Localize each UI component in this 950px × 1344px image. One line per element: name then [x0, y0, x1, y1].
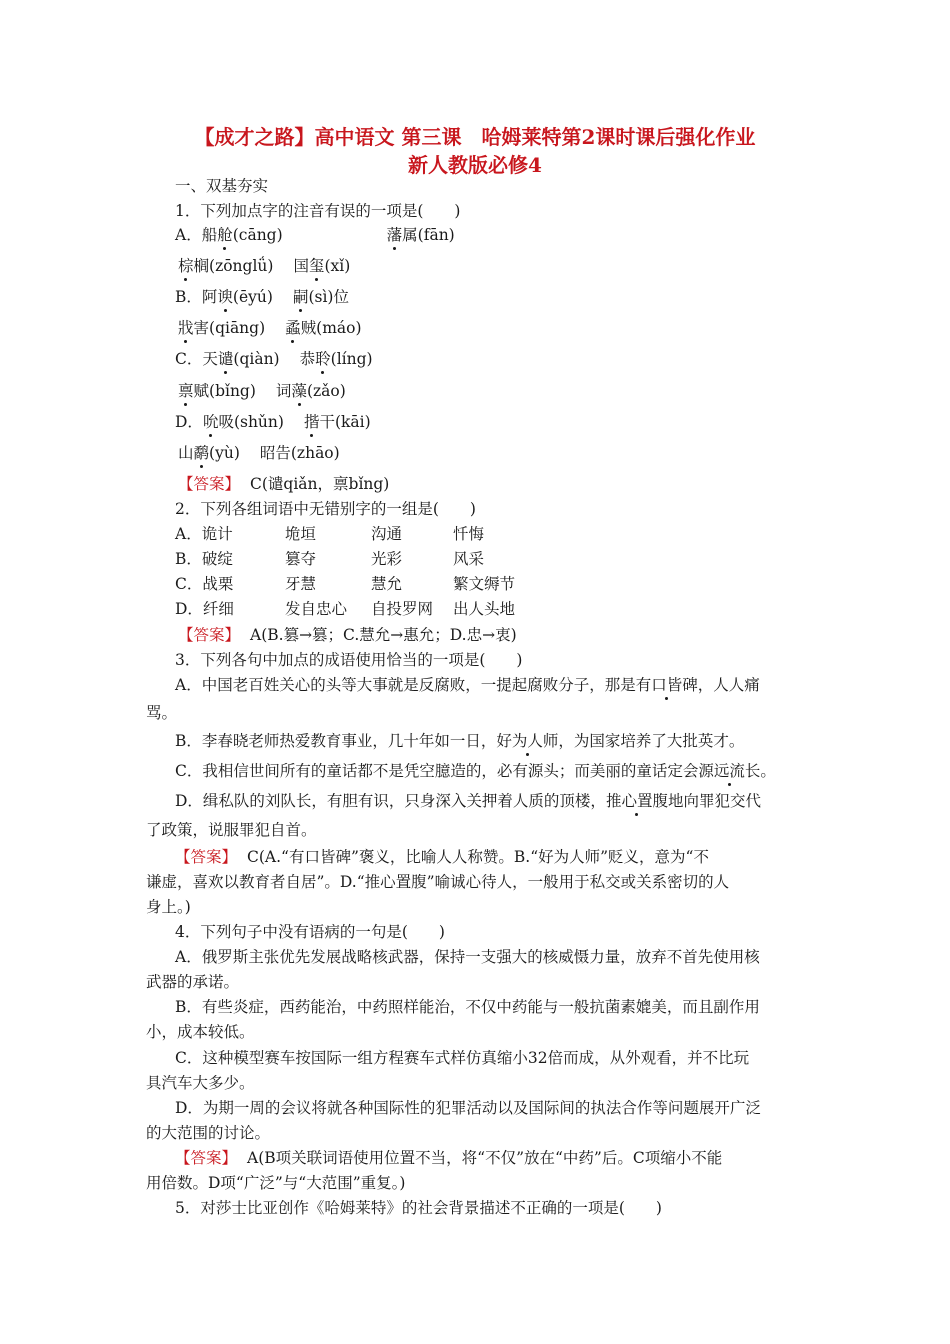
- q2-word: B．破绽: [175, 550, 233, 568]
- dotted-idiom: 好为人师: [496, 732, 559, 750]
- q4-option-a: A．俄罗斯主张优先发展战略核武器，保持一支强大的核威慑力量，放弃不首先使用核: [175, 948, 760, 966]
- q3-answer-line3: 身上。): [146, 898, 191, 916]
- q2-word: 篡夺: [285, 550, 317, 568]
- dotted-char: 嗣: [292, 288, 309, 306]
- q2-word: 慧允: [371, 575, 403, 593]
- q1-option-c-line1: C．天谴(qiàn) 恭聆(líng): [175, 350, 373, 368]
- q2-answer: 【答案】 A(B.篡→篡；C.慧允→惠允；D.忠→衷): [178, 626, 517, 644]
- q4-stem: 4．下列句子中没有语病的一句是( ): [175, 923, 445, 941]
- answer-tag: 【答案】: [178, 626, 241, 644]
- q3-option-c: C．我相信世间所有的童话都不是凭空臆造的，必有源头；而美丽的童话定会源远流长。: [175, 762, 776, 780]
- q1-option-d-line1: D．吮吸(shǔn) 揩干(kāi): [175, 413, 371, 431]
- dotted-char: 戕: [178, 319, 194, 337]
- dotted-char: 蟊: [285, 319, 301, 337]
- q1-answer: 【答案】 C(谴qiǎn，禀bǐng): [178, 475, 390, 493]
- q4-option-a-cont: 武器的承诺。: [146, 973, 240, 991]
- q4-option-b: B．有些炎症，西药能治，中药照样能治，不仅中药能与一般抗菌素媲美，而且副作用: [175, 998, 760, 1016]
- option-label: A．: [175, 226, 202, 244]
- q3-answer-line2: 谦虚，喜欢以教育者自居”。D.“推心置腹”喻诚心待人，一般用于私交或关系密切的人: [146, 873, 730, 891]
- q2-word: 垝垣: [285, 525, 317, 543]
- q2-word: 牙慧: [285, 575, 317, 593]
- dotted-char: 舱: [217, 226, 233, 244]
- q2-word: 忏悔: [453, 525, 485, 543]
- dotted-idiom: 有口皆碑: [635, 676, 698, 694]
- q2-word: 发自忠心: [285, 600, 348, 618]
- dotted-char: 谀: [217, 288, 233, 306]
- q4-answer-line2: 用倍数。D项“广泛”与“大范围”重复。): [146, 1174, 406, 1192]
- q2-word: 风采: [453, 550, 485, 568]
- q2-stem: 2．下列各组词语中无错别字的一组是( ): [175, 500, 476, 518]
- q4-option-c: C．这种模型赛车按国际一组方程赛车式样仿真缩小32倍而成，从外观看，并不比玩: [175, 1049, 750, 1067]
- q2-word: 光彩: [371, 550, 403, 568]
- q4-answer: 【答案】 A(B项关联词语使用位置不当，将“不仅”放在“中药”后。C项缩小不能: [175, 1149, 723, 1167]
- q2-word: D．纤细: [175, 600, 234, 618]
- q2-word: 出人头地: [453, 600, 516, 618]
- q4-option-b-cont: 小，成本较低。: [146, 1023, 255, 1041]
- dotted-idiom: 推心置腹: [605, 792, 668, 810]
- q3-answer: 【答案】 C(A.“有口皆碑”褒义，比喻人人称赞。B.“好为人师”贬义，意为“不: [175, 848, 709, 866]
- option-label: D．: [175, 413, 203, 431]
- q2-word: 自投罗网: [371, 600, 434, 618]
- answer-tag: 【答案】: [175, 1149, 238, 1167]
- q3-option-d: D．缉私队的刘队长，有胆有识，只身深入关押着人质的顶楼，推心置腹地向罪犯交代: [175, 792, 761, 810]
- answer-tag: 【答案】: [175, 848, 238, 866]
- q5-stem: 5．对莎士比亚创作《哈姆莱特》的社会背景描述不正确的一项是( ): [175, 1199, 662, 1217]
- q3-option-b: B．李春晓老师热爱教育事业，几十年如一日，好为人师，为国家培养了大批英才。: [175, 732, 745, 750]
- q1-stem: 1．下列加点字的注音有误的一项是( ): [175, 202, 461, 220]
- dotted-idiom: 源远流长: [698, 762, 761, 780]
- q2-word: 沟通: [371, 525, 403, 543]
- dotted-char: 藻: [291, 382, 307, 400]
- q1-option-d-line2: 山鹬(yù) 昭告(zhāo): [178, 444, 340, 462]
- dotted-char: 藩: [386, 226, 403, 244]
- dotted-char: 聆: [315, 350, 331, 368]
- dotted-char: 谴: [217, 350, 234, 368]
- dotted-char: 鹬: [193, 444, 210, 462]
- q1-option-b-line1: B．阿谀(ēyú) 嗣(sì)位: [175, 288, 349, 306]
- dotted-char: 揩: [303, 413, 320, 431]
- q2-word: 繁文缛节: [453, 575, 516, 593]
- section-heading: 一、双基夯实: [175, 177, 269, 195]
- q3-option-d-cont: 了政策，说服罪犯自首。: [146, 821, 317, 839]
- answer-tag: 【答案】: [178, 475, 241, 493]
- document-title-line1: 【成才之路】高中语文 第三课 哈姆莱特第2课时课后强化作业: [194, 125, 756, 149]
- dotted-char: 禀: [178, 382, 194, 400]
- option-label: B．: [175, 288, 202, 306]
- q4-option-c-cont: 具汽车大多少。: [146, 1074, 255, 1092]
- q4-option-d-cont: 的大范围的讨论。: [146, 1124, 271, 1142]
- q3-option-a: A．中国老百姓关心的头等大事就是反腐败，一提起腐败分子，那是有口皆碑，人人痛: [175, 676, 760, 694]
- q4-option-d: D．为期一周的会议将就各种国际性的犯罪活动以及国际间的执法合作等问题展开广泛: [175, 1099, 761, 1117]
- dotted-char: 玺: [308, 257, 325, 275]
- q1-option-b-line2: 戕害(qiāng) 蟊贼(máo): [178, 319, 362, 337]
- q2-word: A．诡计: [175, 525, 233, 543]
- q1-option-a-line1: A．船舱(cāng) 藩属(fān): [175, 226, 455, 244]
- q3-option-a-cont: 骂。: [146, 704, 178, 722]
- q3-stem: 3．下列各句中加点的成语使用恰当的一项是( ): [175, 651, 523, 669]
- q1-option-a-line2: 棕榈(zōnglǘ) 国玺(xǐ): [178, 257, 351, 275]
- document-title-line2: 新人教版必修4: [408, 153, 542, 177]
- q2-word: C．战栗: [175, 575, 234, 593]
- dotted-char: 吮: [202, 413, 219, 431]
- option-label: C．: [175, 350, 203, 368]
- dotted-char: 棕: [178, 257, 194, 275]
- q1-option-c-line2: 禀赋(bǐng) 词藻(zǎo): [178, 382, 346, 400]
